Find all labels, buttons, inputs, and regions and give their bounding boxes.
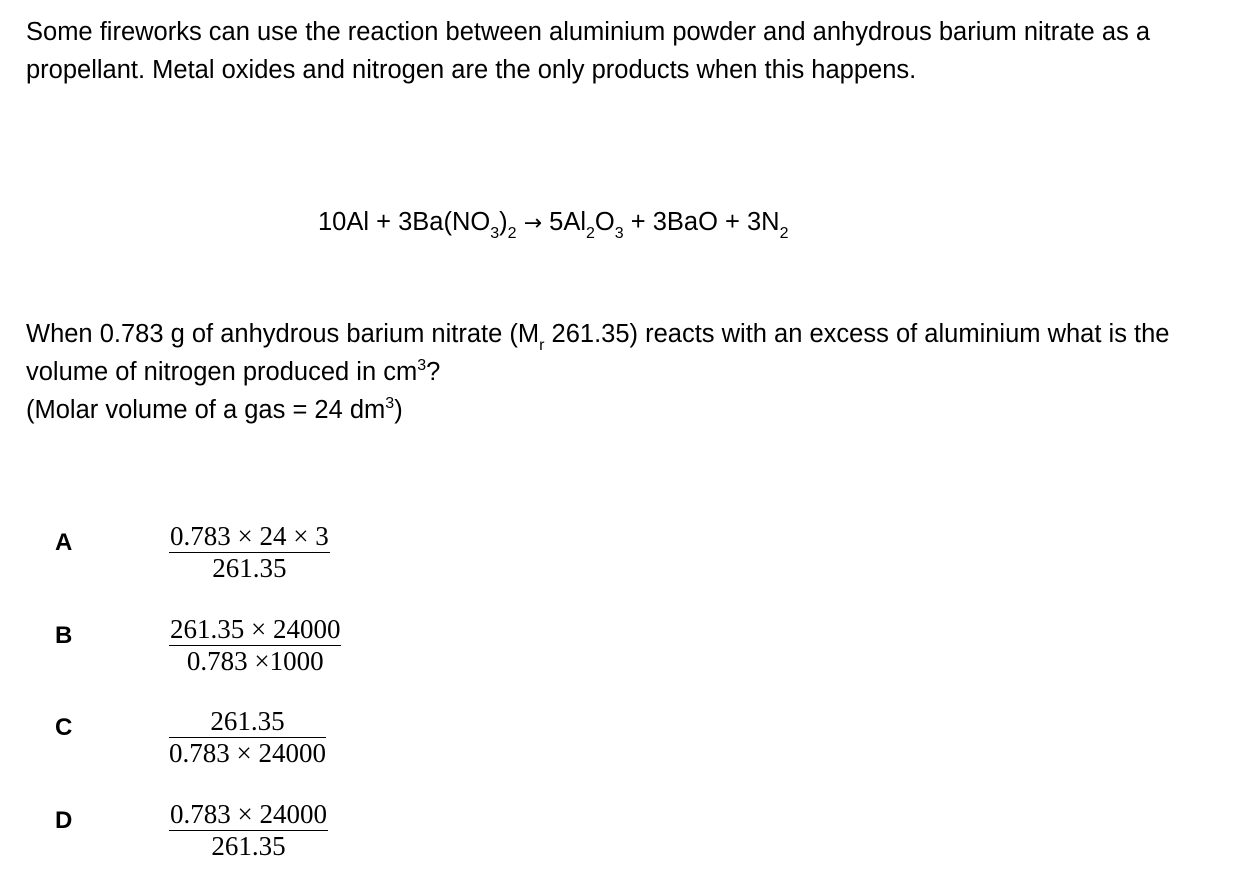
fraction-numerator: 261.35	[169, 706, 326, 738]
option-letter: A	[55, 529, 73, 556]
option-fraction	[169, 706, 326, 769]
option-letter: C	[55, 714, 73, 741]
equation-subscript: 2	[507, 225, 517, 242]
option-a[interactable]	[55, 521, 455, 591]
fraction-denominator: 0.783 × 24000	[169, 738, 326, 768]
option-fraction	[169, 521, 330, 584]
question-text: When 0.783 g of anhydrous barium nitrate (M	[26, 320, 540, 348]
chemical-equation	[318, 203, 789, 243]
equation-part: 5Al	[542, 208, 587, 236]
question-text: ?	[426, 358, 441, 386]
fraction-denominator: 261.35	[211, 831, 286, 861]
option-fraction	[169, 799, 328, 862]
question-superscript: 3	[417, 357, 427, 374]
question-subscript: r	[539, 337, 545, 354]
equation-part: O	[594, 208, 615, 236]
fraction-denominator: 0.783 ×1000	[186, 646, 324, 676]
reaction-arrow-icon: →	[523, 211, 543, 236]
option-fraction	[169, 614, 341, 677]
fraction-numerator: 0.783 × 24000	[170, 799, 327, 829]
equation-subscript: 3	[614, 225, 624, 242]
question-text: )	[394, 396, 403, 424]
question-superscript: 3	[385, 395, 395, 412]
option-letter: B	[55, 622, 73, 649]
option-b[interactable]	[55, 614, 455, 684]
equation-part: )	[499, 208, 508, 236]
fraction-denominator: 261.35	[212, 553, 287, 583]
question-text: 261.35) reacts with an excess of aluminium what is the volume of nitrogen produced in cm	[26, 320, 1170, 386]
equation-subscript: 2	[779, 225, 789, 242]
equation-part: + 3BaO + 3N	[623, 208, 780, 236]
question-paragraph	[26, 315, 1206, 429]
equation-subscript: 3	[490, 225, 500, 242]
question-text: (Molar volume of a gas = 24 dm	[26, 396, 386, 424]
option-d[interactable]	[55, 799, 455, 869]
equation-part: 10Al + 3Ba(NO	[318, 208, 491, 236]
option-letter: D	[55, 807, 73, 834]
fraction-numerator: 261.35 × 24000	[170, 614, 341, 644]
fraction-numerator: 0.783 × 24 × 3	[170, 521, 329, 551]
equation-subscript: 2	[586, 225, 595, 242]
intro-paragraph: Some fireworks can use the reaction between aluminium powder and anhydrous barium nitrate as a propellant. Metal oxides and nitrogen are the only products when this happens.	[26, 18, 1151, 84]
option-c[interactable]	[55, 706, 455, 776]
